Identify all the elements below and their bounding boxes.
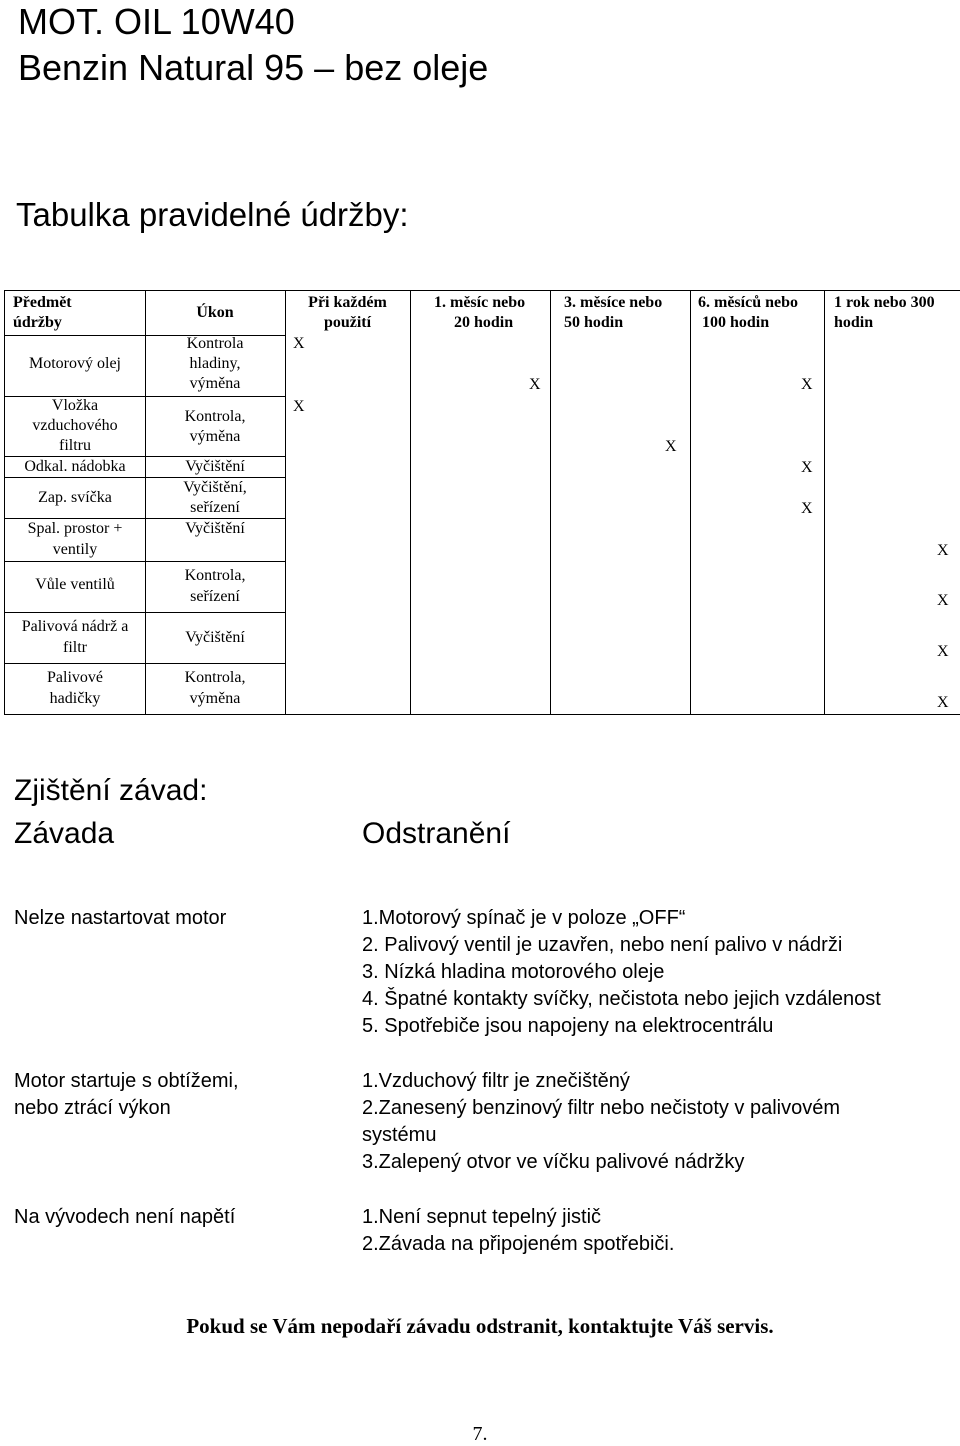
row-divider: [5, 612, 285, 613]
row-action: Kontrola,: [184, 567, 246, 584]
check-mark: X: [937, 694, 949, 711]
header-each-use-line1: Při každém: [308, 294, 387, 311]
column-divider: [285, 291, 286, 714]
row-action: Vyčištění: [185, 629, 245, 646]
column-divider: [824, 291, 825, 714]
check-mark: X: [665, 438, 677, 455]
row-action: výměna: [189, 375, 241, 392]
row-divider: [5, 561, 285, 562]
header-item-line2: údržby: [13, 314, 62, 331]
header-month3-line1: 3. měsíce nebo: [564, 294, 663, 311]
row-item: Zap. svíčka: [38, 489, 112, 506]
header-month6-line1: 6. měsíců nebo: [698, 294, 798, 311]
fix-text: 2.Závada na připojeném spotřebiči.: [362, 1233, 675, 1255]
check-mark: X: [801, 376, 813, 393]
row-item: ventily: [52, 541, 98, 558]
product-title: MOT. OIL 10W40: [18, 1, 295, 42]
header-month1-line2: 20 hodin: [454, 314, 514, 331]
row-item: filtr: [63, 639, 87, 656]
fix-text: 1.Motorový spínač je v poloze „OFF“: [362, 907, 686, 929]
row-action: Kontrola: [186, 335, 244, 352]
service-note: Pokud se Vám nepodaří závadu odstranit, kontaktujte Váš servis.: [186, 1314, 774, 1338]
header-year1-line2: hodin: [834, 314, 874, 331]
fix-text: systému: [362, 1124, 437, 1146]
row-action: seřízení: [190, 588, 240, 605]
fix-text: 2.Zanesený benzinový filtr nebo nečistoty v palivovém: [362, 1097, 841, 1119]
header-item-line1: Předmět: [13, 294, 72, 311]
row-item: Vůle ventilů: [35, 576, 115, 593]
row-item: Palivová nádrž a: [21, 618, 129, 635]
check-mark: X: [937, 592, 949, 609]
row-action: výměna: [189, 428, 241, 445]
row-divider: [5, 663, 285, 664]
maintenance-title: Tabulka pravidelné údržby:: [16, 196, 409, 233]
fix-text: 5. Spotřebiče jsou napojeny na elektrocentrálu: [362, 1015, 774, 1037]
check-mark: X: [801, 500, 813, 517]
header-each-use-line2: použití: [323, 314, 372, 331]
maintenance-table: [4, 290, 960, 715]
check-mark: X: [801, 459, 813, 476]
row-action: výměna: [189, 690, 241, 707]
row-action: Vyčištění: [185, 520, 245, 537]
row-action: Kontrola,: [184, 408, 246, 425]
row-item: Palivové: [47, 669, 103, 686]
fault-column-heading: Závada: [14, 817, 115, 850]
column-divider: [550, 291, 551, 714]
fix-text: 1.Vzduchový filtr je znečištěný: [362, 1070, 630, 1092]
row-item: Motorový olej: [29, 355, 121, 372]
header-year1-line1: 1 rok nebo 300: [834, 294, 935, 311]
fix-text: 4. Špatné kontakty svíčky, nečistota nebo jejich vzdálenost: [362, 988, 881, 1010]
header-month6-line2: 100 hodin: [702, 314, 770, 331]
fix-text: 2. Palivový ventil je uzavřen, nebo není palivo v nádrži: [362, 934, 843, 956]
row-action: Kontrola,: [184, 669, 246, 686]
fix-text: 1.Není sepnut tepelný jistič: [362, 1206, 602, 1228]
row-item: vzduchového: [32, 417, 118, 434]
header-action: Úkon: [196, 304, 234, 321]
check-mark: X: [937, 542, 949, 559]
check-mark: X: [293, 335, 305, 352]
page-number: 7.: [472, 1423, 488, 1445]
fix-text: 3. Nízká hladina motorového oleje: [362, 961, 665, 983]
product-subtitle: Benzin Natural 95 – bez oleje: [18, 47, 489, 88]
row-item: Vložka: [51, 397, 99, 414]
row-action: hladiny,: [189, 355, 241, 372]
fix-column-heading: Odstranění: [362, 817, 511, 850]
row-action: Vyčištění: [185, 458, 245, 475]
fix-text: 3.Zalepený otvor ve víčku palivové nádržky: [362, 1151, 745, 1173]
check-mark: X: [529, 376, 541, 393]
row-item: hadičky: [49, 690, 101, 707]
fault-text: nebo ztrácí výkon: [14, 1097, 171, 1119]
check-mark: X: [293, 398, 305, 415]
fault-text: Nelze nastartovat motor: [14, 907, 227, 929]
column-divider: [690, 291, 691, 714]
row-item: Spal. prostor +: [27, 520, 123, 537]
fault-text: Motor startuje s obtížemi,: [14, 1070, 239, 1092]
fault-text: Na vývodech není napětí: [14, 1206, 236, 1228]
column-divider: [410, 291, 411, 714]
row-item: Odkal. nádobka: [24, 458, 126, 475]
row-item: filtru: [59, 437, 91, 454]
header-month1-line1: 1. měsíc nebo: [434, 294, 526, 311]
row-action: seřízení: [190, 499, 240, 516]
faults-title: Zjištění závad:: [14, 774, 208, 807]
check-mark: X: [937, 643, 949, 660]
header-month3-line2: 50 hodin: [564, 314, 624, 331]
row-action: Vyčištění,: [183, 479, 247, 496]
